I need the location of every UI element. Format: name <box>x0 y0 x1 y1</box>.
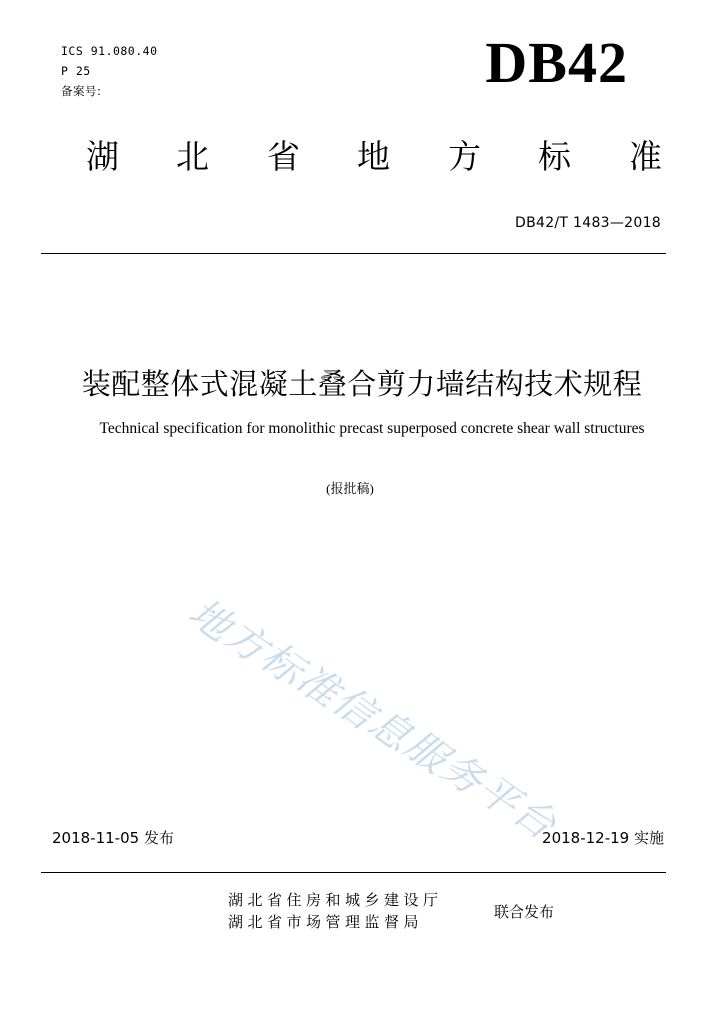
category-char: 湖 <box>86 137 119 176</box>
issuing-authorities <box>228 889 443 933</box>
watermark-char: 务 <box>432 743 492 805</box>
record-number-label: 备案号: <box>61 84 102 98</box>
watermark-char: 准 <box>288 655 348 717</box>
standard-number: DB42/T 1483—2018 <box>515 215 661 231</box>
draft-note: (报批稿) <box>326 481 374 496</box>
issuer-name: 湖北省市场管理监督局 <box>228 913 424 931</box>
category-char: 省 <box>267 137 300 176</box>
issue-date: 2018-11-05 发布 <box>52 829 174 847</box>
joint-issue-label: 联合发布 <box>494 903 555 921</box>
watermark-char: 标 <box>252 633 312 695</box>
watermark-char: 台 <box>504 787 564 849</box>
standard-logo: DB42 <box>485 30 628 95</box>
category-char: 北 <box>176 137 209 176</box>
bottom-divider <box>41 872 666 873</box>
category-char: 地 <box>357 137 390 176</box>
standard-category <box>0 137 724 190</box>
top-divider <box>41 253 666 254</box>
category-char: 标 <box>538 137 571 176</box>
ics-code: ICS 91.080.40 <box>61 44 158 58</box>
title-chinese: 装配整体式混凝土叠合剪力墙结构技术规程 <box>81 367 643 401</box>
watermark-char: 方 <box>216 611 276 673</box>
title-english: Technical specification for monolithic precast superposed concrete shear wall structures <box>99 420 645 437</box>
watermark-char: 地 <box>180 589 240 651</box>
category-char: 准 <box>629 137 662 176</box>
category-char: 方 <box>448 137 481 176</box>
implementation-date: 2018-12-19 实施 <box>542 829 664 847</box>
watermark-char: 息 <box>360 699 420 761</box>
classification-code: P 25 <box>61 64 91 78</box>
watermark-char: 服 <box>396 721 456 783</box>
watermark-char: 平 <box>468 765 528 827</box>
issuer-name: 湖北省住房和城乡建设厅 <box>228 891 443 909</box>
watermark-char: 信 <box>324 677 384 739</box>
